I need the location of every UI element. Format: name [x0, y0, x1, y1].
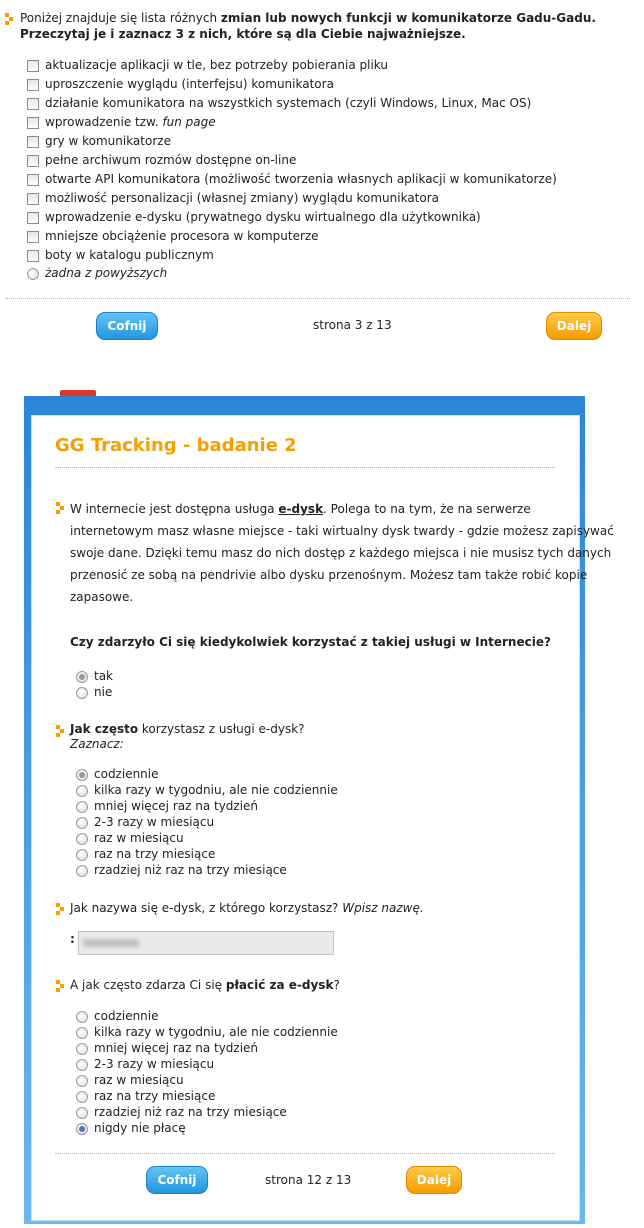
input-colon: : — [70, 932, 75, 946]
intro-bold: zmian lub nowych funkcji w komunikatorze Gadu-Gadu. — [220, 11, 596, 25]
answer-radio-nie[interactable] — [76, 687, 88, 699]
option-checkbox[interactable] — [27, 193, 39, 205]
question-hint: Wpisz nazwę. — [342, 901, 424, 915]
bullet-icon — [56, 502, 65, 513]
option-label: uproszczenie wyglądu (interfejsu) komunikatora — [45, 77, 334, 91]
next-button[interactable]: Dalej — [406, 1166, 462, 1194]
frequency-label: rzadziej niż raz na trzy miesiące — [94, 863, 287, 877]
edysk-term: e-dysk — [278, 502, 324, 516]
payment-label: raz na trzy miesiące — [94, 1089, 216, 1103]
question-bold: płacić za e-dysk — [225, 978, 334, 992]
payment-label: codziennie — [94, 1009, 159, 1023]
title-separator — [55, 467, 555, 468]
edysk-name-input[interactable] — [78, 931, 334, 955]
option-label: boty w katalogu publicznym — [45, 248, 214, 262]
option-label: możliwość personalizacji (własnej zmiany) wyglądu komunikatora — [45, 191, 440, 205]
payment-label: rzadziej niż raz na trzy miesiące — [94, 1105, 287, 1119]
frequency-radio[interactable] — [76, 865, 88, 877]
payment-label: mniej więcej raz na tydzień — [94, 1041, 259, 1055]
payment-label: raz w miesiącu — [94, 1073, 184, 1087]
option-label: gry w komunikatorze — [45, 134, 171, 148]
frequency-radio[interactable] — [76, 785, 88, 797]
separator — [6, 298, 630, 299]
paragraph-text: W internecie jest dostępna usługa — [70, 502, 279, 516]
frequency-label: kilka razy w tygodniu, ale nie codziennie — [94, 783, 338, 797]
fun-page-term: fun page — [162, 115, 216, 129]
payment-radio[interactable] — [76, 1027, 88, 1039]
question-frequency — [70, 722, 305, 736]
option-label: otwarte API komunikatora (możliwość tworzenia własnych aplikacji w komunikatorze) — [45, 172, 557, 186]
option-label: wprowadzenie e-dysku (prywatnego dysku wirtualnego dla użytkownika) — [45, 210, 481, 224]
option-checkbox[interactable] — [27, 250, 39, 262]
question-text: ? — [333, 978, 340, 992]
bullet-icon — [56, 725, 65, 736]
option-checkbox[interactable] — [27, 98, 39, 110]
question-payment — [70, 978, 340, 992]
paragraph-line: przenosić ze sobą na pendrivie albo dysku przenośnym. Możesz tam także robić kopie — [70, 568, 588, 582]
paragraph-line — [70, 498, 570, 520]
option-label: aktualizacje aplikacji w tle, bez potrzeby pobierania pliku — [45, 58, 388, 72]
frequency-label: raz na trzy miesiące — [94, 847, 216, 861]
payment-label: nigdy nie płacę — [94, 1121, 186, 1135]
payment-radio[interactable] — [76, 1011, 88, 1023]
paragraph-line: zapasowe. — [70, 590, 134, 604]
question-edysk-name — [70, 901, 424, 915]
payment-radio[interactable] — [76, 1107, 88, 1119]
question-used-edysk: Czy zdarzyło Ci się kiedykolwiek korzystać z takiej usługi w Internecie? — [70, 635, 551, 649]
back-button[interactable]: Cofnij — [146, 1166, 208, 1194]
question-text: A jak często zdarza Ci się — [70, 978, 226, 992]
answer-label: nie — [94, 685, 113, 699]
none-option-label: żadna z powyższych — [45, 266, 168, 280]
option-checkbox[interactable] — [27, 60, 39, 72]
option-label — [45, 115, 216, 129]
payment-label: kilka razy w tygodniu, ale nie codziennie — [94, 1025, 338, 1039]
option-label: mniejsze obciążenie procesora w komputerze — [45, 229, 319, 243]
option-label: działanie komunikatora na wszystkich systemach (czyli Windows, Linux, Mac OS) — [45, 96, 532, 110]
payment-radio[interactable] — [76, 1043, 88, 1055]
payment-radio[interactable] — [76, 1075, 88, 1087]
question-hint: Zaznacz: — [70, 737, 124, 751]
frequency-label: mniej więcej raz na tydzień — [94, 799, 259, 813]
frequency-label: codziennie — [94, 767, 159, 781]
frequency-radio[interactable] — [76, 849, 88, 861]
question-text: korzystasz z usługi e-dysk? — [138, 722, 305, 736]
payment-radio[interactable] — [76, 1059, 88, 1071]
bullet-icon — [56, 903, 65, 914]
option-checkbox[interactable] — [27, 174, 39, 186]
payment-radio[interactable] — [76, 1091, 88, 1103]
option-checkbox[interactable] — [27, 212, 39, 224]
answer-label: tak — [94, 669, 114, 683]
frequency-radio[interactable] — [76, 801, 88, 813]
page-indicator: strona 3 z 13 — [313, 318, 392, 332]
option-checkbox[interactable] — [27, 231, 39, 243]
paragraph-line: internetowym masz własne miejsce - taki wirtualny dysk twardy - gdzie możesz zapisywać — [70, 524, 614, 538]
frequency-radio[interactable] — [76, 769, 88, 781]
answer-radio-tak[interactable] — [76, 671, 88, 683]
footer-separator — [55, 1153, 555, 1154]
option-label: pełne archiwum rozmów dostępne on-line — [45, 153, 297, 167]
paragraph-text: . Polega to na tym, że na serwerze — [323, 502, 531, 516]
payment-label: 2-3 razy w miesiącu — [94, 1057, 215, 1071]
page-title: GG Tracking - badanie 2 — [55, 435, 297, 456]
frequency-label: raz w miesiącu — [94, 831, 184, 845]
question-bold: Jak często — [70, 722, 139, 736]
payment-radio[interactable] — [76, 1123, 88, 1135]
option-checkbox[interactable] — [27, 79, 39, 91]
question-text: Jak nazywa się e-dysk, z którego korzystasz? — [70, 901, 343, 915]
intro-prefix: Poniżej znajduje się lista różnych — [20, 11, 221, 25]
back-button[interactable]: Cofnij — [96, 312, 158, 340]
option-checkbox[interactable] — [27, 136, 39, 148]
option-checkbox[interactable] — [27, 155, 39, 167]
intro-instruction: Przeczytaj je i zaznacz 3 z nich, które są dla Ciebie najważniejsze. — [20, 27, 466, 41]
frequency-label: 2-3 razy w miesiącu — [94, 815, 215, 829]
bullet-icon — [56, 980, 65, 991]
next-button[interactable]: Dalej — [546, 312, 602, 340]
none-radio[interactable] — [27, 268, 39, 280]
bullet-icon — [5, 13, 14, 24]
frequency-radio[interactable] — [76, 833, 88, 845]
paragraph-line: swoje dane. Dzięki temu masz do nich dostęp z każdego miejsca i nie musisz tych danych — [70, 546, 612, 560]
redacted-value — [83, 939, 139, 947]
intro-paragraph — [70, 498, 614, 608]
page-indicator: strona 12 z 13 — [265, 1173, 352, 1187]
intro-text — [20, 11, 596, 25]
option-checkbox[interactable] — [27, 117, 39, 129]
frequency-radio[interactable] — [76, 817, 88, 829]
option-label-text: wprowadzenie tzw. — [45, 115, 163, 129]
